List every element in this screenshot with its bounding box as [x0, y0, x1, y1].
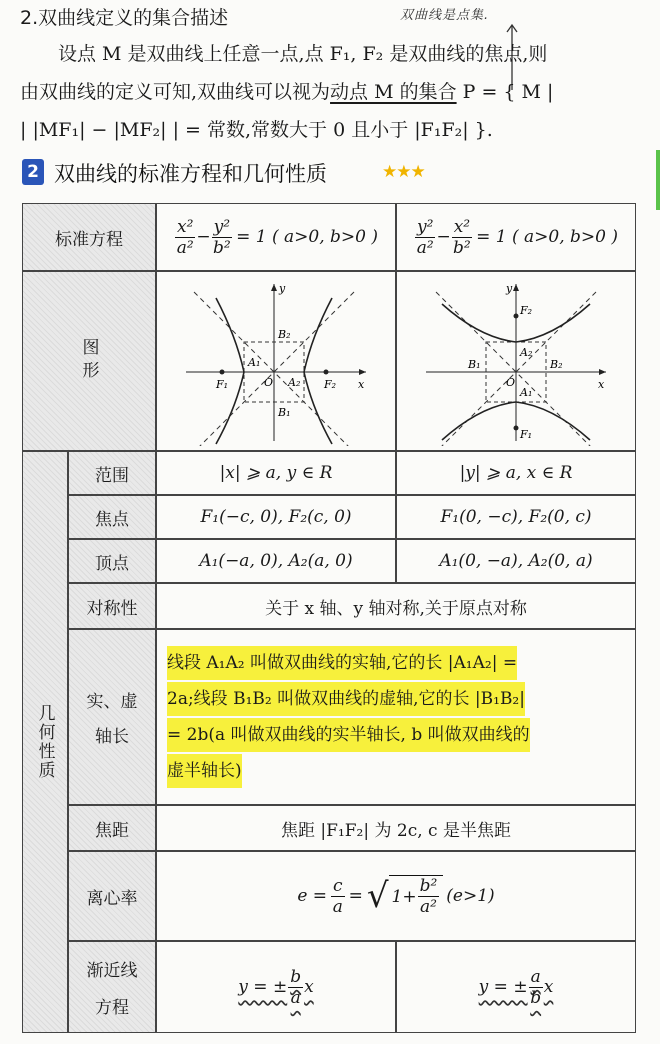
hyperbola-table: [22, 203, 636, 1033]
vertex-right: A₁(0, −a), A₂(0, a): [396, 539, 636, 583]
label-focal-distance: 焦距: [68, 805, 156, 851]
label-figure: 图形: [22, 271, 156, 451]
svg-text:B₁: B₁: [278, 406, 291, 419]
paragraph-line-1: 设点 M 是双曲线上任意一点,点 F₁, F₂ 是双曲线的焦点,则: [58, 43, 548, 65]
label-vertex: 顶点: [68, 539, 156, 583]
svg-text:A₁: A₁: [520, 386, 533, 399]
range-left: |x| ⩾ a, y ∈ R: [156, 451, 396, 495]
focus-right: F₁(0, −c), F₂(0, c): [396, 495, 636, 539]
paragraph-line-3: | |MF₁| − |MF₂| | = 常数,常数大于 0 且小于 |F₁F₂| }.: [20, 119, 493, 141]
focus-left: F₁(−c, 0), F₂(c, 0): [156, 495, 396, 539]
svg-text:B₁: B₁: [468, 358, 481, 371]
svg-text:x: x: [358, 378, 365, 391]
svg-text:F₁: F₁: [520, 428, 533, 441]
label-axis-length: 实、虚 轴长: [68, 629, 156, 805]
focal-distance-value: 焦距 |F₁F₂| 为 2c, c 是半焦距: [156, 805, 636, 851]
section-badge: 2: [22, 159, 44, 185]
hyperbola-vertical-figure: [416, 276, 616, 446]
handwritten-note: 双曲线是点集.: [400, 8, 490, 23]
label-eccentricity: 离心率: [68, 851, 156, 941]
label-focus: 焦点: [68, 495, 156, 539]
section-2-title: 双曲线的标准方程和几何性质: [54, 162, 327, 186]
section-title: 2.双曲线定义的集合描述: [20, 7, 229, 29]
range-right: |y| ⩾ a, x ∈ R: [396, 451, 636, 495]
svg-text:F₂: F₂: [324, 378, 337, 391]
equation-right: $\frac{\text{y²}}{\text{a²}}$ − $\frac{\text{x²}}{\text{b²}}$ = 1 ( a>0, b>0 ): [396, 203, 636, 271]
svg-text:y: y: [279, 282, 286, 295]
equation-left: $\frac{\text{x²}}{\text{a²}}$ − $\frac{\text{y²}}{\text{b²}}$ = 1 ( a>0, b>0 ): [156, 203, 396, 271]
svg-text:F₂: F₂: [520, 304, 533, 317]
svg-text:x: x: [598, 378, 605, 391]
svg-text:A₁: A₁: [248, 356, 261, 369]
hyperbola-horizontal-figure: [176, 276, 376, 446]
figure-right-cell: [396, 271, 636, 451]
svg-text:A₂: A₂: [520, 346, 533, 359]
label-asymptote: 渐近线 方程: [68, 941, 156, 1033]
svg-text:B₂: B₂: [550, 358, 563, 371]
svg-text:O: O: [264, 376, 274, 389]
label-symmetry: 对称性: [68, 583, 156, 629]
svg-text:B₂: B₂: [278, 328, 291, 341]
svg-text:F₁: F₁: [216, 378, 229, 391]
svg-text:y: y: [506, 282, 513, 295]
eccentricity-formula: e = $\frac{c}{a}$ = √ 1+ $\frac{\text{b²}}{\text{a²}}$ (e>1): [156, 851, 636, 941]
difficulty-stars: ★★★: [382, 162, 425, 182]
svg-text:A₂: A₂: [288, 376, 301, 389]
label-range: 范围: [68, 451, 156, 495]
vertex-left: A₁(−a, 0), A₂(a, 0): [156, 539, 396, 583]
label-geometric-properties: 几何性质: [22, 451, 68, 1033]
paragraph-line-2: 由双曲线的定义可知,双曲线可以视为动点 M 的集合 P = { M |: [20, 81, 554, 103]
asymptote-left: y = ± $\frac{b}{a}$ x: [156, 941, 396, 1033]
figure-left-cell: [156, 271, 396, 451]
page-edge-marker: [656, 150, 660, 210]
asymptote-right: y = ± $\frac{a}{b}$ x: [396, 941, 636, 1033]
symmetry-value: 关于 x 轴、y 轴对称,关于原点对称: [156, 583, 636, 629]
label-standard-equation: 标准方程: [22, 203, 156, 271]
axis-length-description: 线段 A₁A₂ 叫做双曲线的实轴,它的长 |A₁A₂| = 2a;线段 B₁B₂ 叫做双曲线的虚轴,它的长 |B₁B₂| = 2b(a 叫做双曲线的实半轴长, b 叫做双曲线的 虚半轴长): [156, 629, 636, 805]
svg-text:O: O: [506, 376, 516, 389]
